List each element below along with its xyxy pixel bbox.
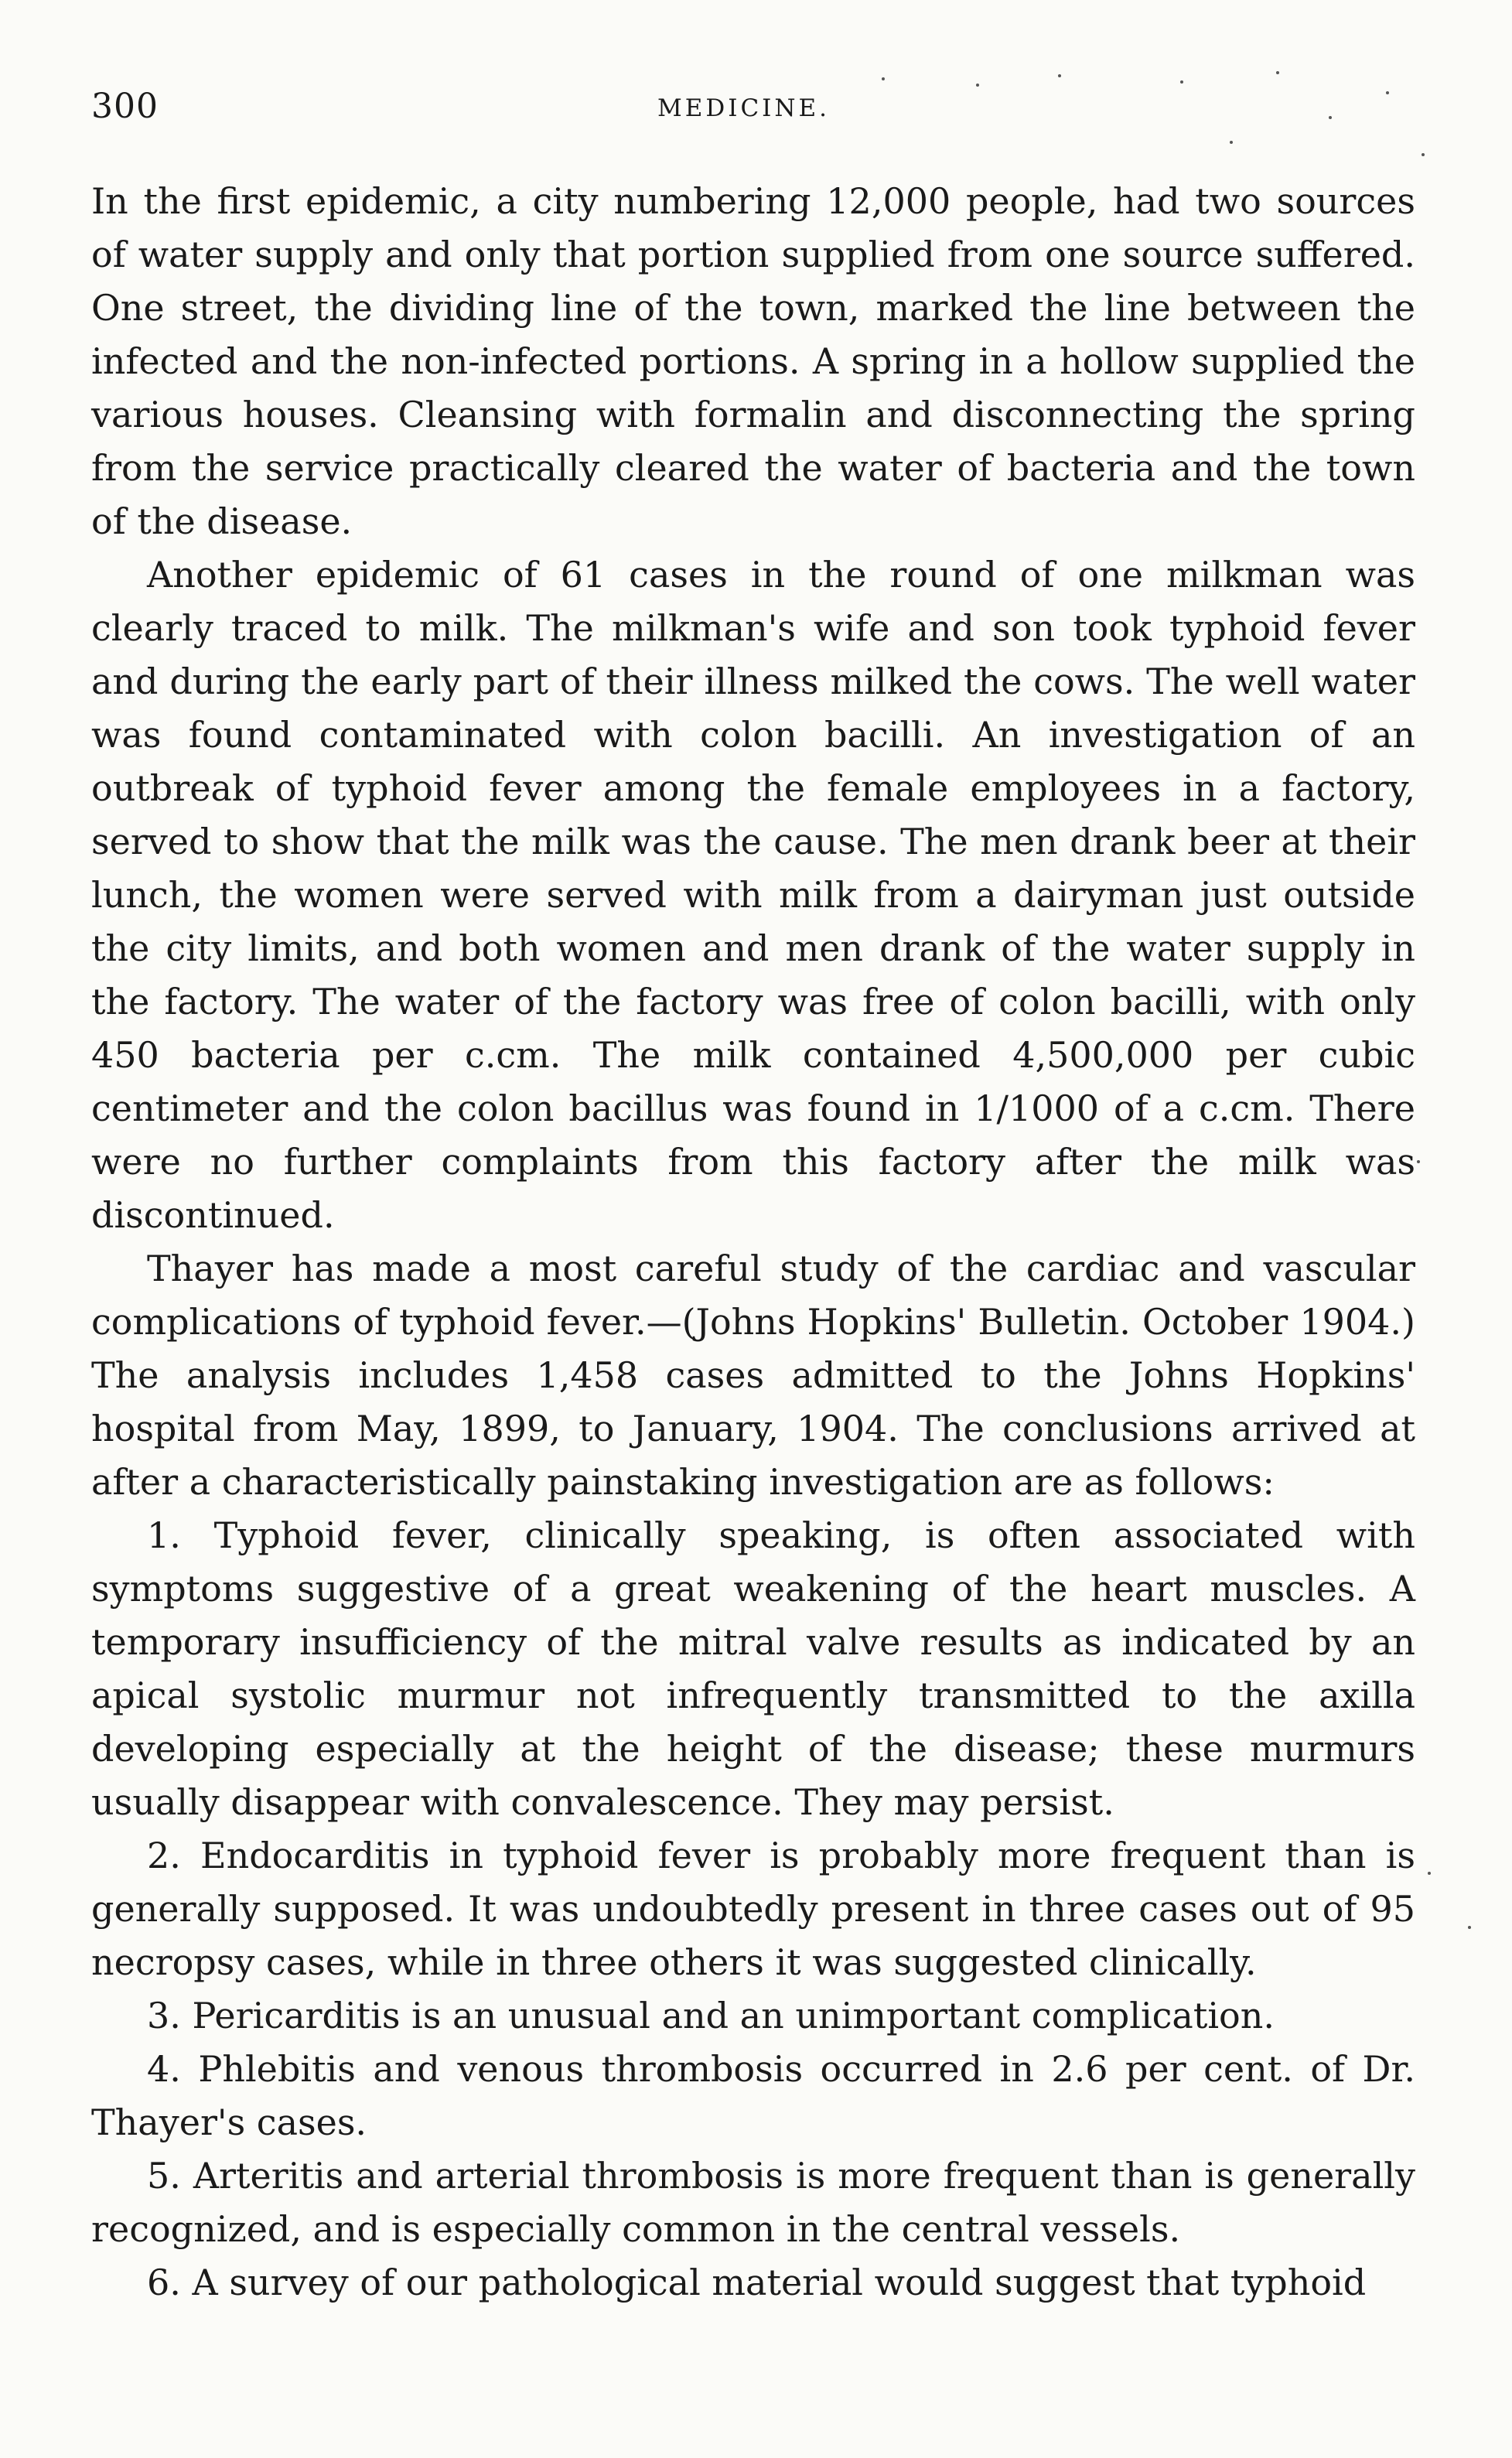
- speck: [1329, 116, 1332, 119]
- speck: [1428, 1872, 1431, 1875]
- conclusion-item-4: 4. Phlebitis and venous thrombosis occurred in 2.6 per cent. of Dr. Thayer's cases.: [91, 2048, 1415, 2143]
- speck: [1386, 91, 1389, 94]
- page-number: 300: [91, 87, 159, 126]
- speck: [1468, 1926, 1471, 1929]
- conclusion-item-5: 5. Arteritis and arterial thrombosis is more frequent than is generally recognized, and is especially common in the central vessels.: [91, 2155, 1415, 2250]
- speck: [1230, 141, 1233, 144]
- paragraph-thayer-study: Thayer has made a most careful study of the cardiac and vascular complications of typhoid fever.—(Johns Hopkins' Bulletin. October 1904.) The analysis includes 1,458 cases admitted to the Johns Hopkins' hospital from May, 1899, to January, 1904. The conclusions arrived at after a characteristically painstaking investigation are as follows:: [91, 1248, 1415, 1503]
- paragraph-epidemic-milk: Another epidemic of 61 cases in the round of one milkman was clearly traced to milk. The milkman's wife and son took typhoid fever and during the early part of their illness milked the cows. The well water was found contaminated with colon bacilli. An investigation of an outbreak of typhoid fever among the female employees in a factory, served to show that the milk was the cause. The men drank beer at their lunch, the women were served with milk from a dairyman just outside the city limits, and both women and men drank of the water supply in the factory. The water of the factory was free of colon bacilli, with only 450 bacteria per c.cm. The milk contained 4,500,000 per cubic centimeter and the colon bacillus was found in 1/1000 of a c.cm. There were no further complaints from this factory after the milk was discontinued.: [91, 554, 1415, 1236]
- speck: [1276, 71, 1279, 74]
- conclusion-item-6: 6. A survey of our pathological material would suggest that typhoid: [147, 2262, 1367, 2303]
- paragraph-epidemic-water: In the first epidemic, a city numbering 12,000 people, had two sources of water supply and only that portion supplied from one source suffered. One street, the dividing line of the town, marked the line between the infected and the non-infected portions. A spring in a hollow supplied the various houses. Cleansing with formalin and disconnecting the spring from the service practically cleared the water of bacteria and the town of the disease.: [91, 180, 1415, 542]
- conclusion-item-2: 2. Endocarditis in typhoid fever is probably more frequent than is generally supposed. It was undoubtedly present in three cases out of 95 necropsy cases, while in three others it was suggested clinically.: [91, 1835, 1415, 1983]
- speck: [1422, 153, 1425, 156]
- conclusion-item-3: 3. Pericarditis is an unusual and an unimportant complication.: [147, 1995, 1275, 2036]
- body-text: [91, 175, 1415, 2309]
- conclusion-item-1: 1. Typhoid fever, clinically speaking, is often associated with symptoms suggestive of a great weakening of the heart muscles. A temporary insufficiency of the mitral valve results as indicated by an apical systolic murmur not infrequently transmitted to the axilla developing especially at the height of the disease; these murmurs usually disappear with convalescence. They may persist.: [91, 1514, 1415, 1823]
- page-header: [91, 87, 1396, 133]
- speck: [1417, 1160, 1420, 1163]
- speck: [1180, 80, 1183, 84]
- speck: [976, 84, 979, 87]
- running-title: MEDICINE.: [657, 94, 831, 122]
- speck: [882, 77, 885, 80]
- speck: [1058, 74, 1061, 77]
